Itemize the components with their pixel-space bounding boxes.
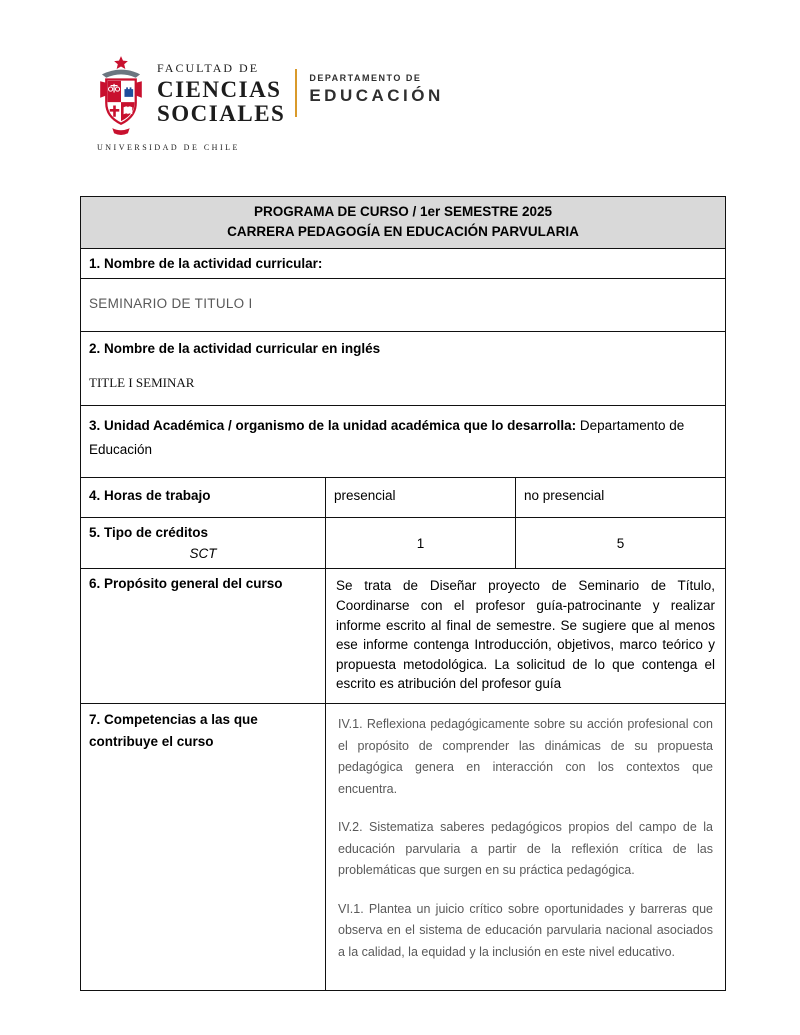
course-name-english-value: TITLE I SEMINAR <box>89 375 195 391</box>
competencies-label: 7. Competencias a las que contribuye el curso <box>81 704 326 991</box>
course-purpose-label: 6. Propósito general del curso <box>81 569 326 704</box>
program-title: PROGRAMA DE CURSO / 1er SEMESTRE 2025 <box>253 204 553 219</box>
competency-paragraph-3: VI.1. Plantea un juicio crítico sobre oportunidades y barreras que observa en el sistema de educación parvularia nacional asociados a la calidad, la equidad y la inclusión en este nivel educativo. <box>338 901 713 959</box>
row-1-label <box>81 248 726 279</box>
faculty-big-line-1: CIENCIAS <box>157 77 282 102</box>
faculty-name <box>157 55 285 126</box>
row-1-value <box>81 279 726 332</box>
university-name: UNIVERSIDAD DE CHILE <box>97 143 240 152</box>
course-purpose-text: Se trata de Diseñar proyecto de Seminario de Título, Coordinarse con el profesor guía-patrocinante y realizar informe escrito al final de semestre. Se sugiere que al menos ese informe contenga Introducción, objetivos, marco teórico y propuesta metodológica. La solicitud de lo que contenga el escrito es atribución del profesor guía <box>326 569 726 704</box>
table-header-row <box>81 197 726 249</box>
credit-no-presencial-value: 5 <box>516 518 726 569</box>
work-hours-label: 4. Horas de trabajo <box>81 478 326 518</box>
department-name <box>309 55 443 106</box>
credit-type-cell <box>81 518 326 569</box>
course-name-value: SEMINARIO DE TITULO I <box>81 279 726 332</box>
row-6 <box>81 569 726 704</box>
row-3 <box>81 406 726 478</box>
logo-divider <box>295 69 297 117</box>
row-5 <box>81 518 726 569</box>
work-hours-no-presencial: no presencial <box>516 478 726 518</box>
credit-presencial-value: 1 <box>326 518 516 569</box>
course-name-label: 1. Nombre de la actividad curricular: <box>81 248 726 279</box>
row-4 <box>81 478 726 518</box>
competency-paragraph-1: IV.1. Reflexiona pedagógicamente sobre su acción profesional con el propósito de comprender las dinámicas de su propuesta pedagógica genera en interacción con los contextos que encuentra. <box>338 717 713 796</box>
credit-type-sublabel: SCT <box>189 545 217 561</box>
university-crest-icon <box>95 55 147 137</box>
work-hours-presencial: presencial <box>326 478 516 518</box>
competency-paragraph-2: IV.2. Sistematiza saberes pedagógicos propios del campo de la educación parvularia a partir de la reflexión crítica de las problemáticas que surgen en su práctica pedagógica. <box>338 820 713 878</box>
academic-unit-value: Departamento de Educación <box>89 418 685 457</box>
course-program-table <box>80 196 726 991</box>
table-header-cell <box>81 197 726 249</box>
academic-unit-label: 3. Unidad Académica / organismo de la unidad académica que lo desarrolla: <box>89 418 577 434</box>
course-name-english-label: 2. Nombre de la actividad curricular en inglés <box>89 340 381 356</box>
row-2 <box>81 331 726 405</box>
row-7 <box>81 704 726 991</box>
career-title: CARRERA PEDAGOGÍA EN EDUCACIÓN PARVULARIA <box>227 224 579 240</box>
department-line-2: EDUCACIÓN <box>309 86 444 105</box>
competencies-text-cell <box>326 704 726 991</box>
academic-unit-cell <box>81 406 726 478</box>
course-name-english-cell <box>81 331 726 405</box>
faculty-big-line-2: SOCIALES <box>157 101 286 127</box>
credit-type-label: 5. Tipo de créditos <box>89 525 209 541</box>
faculty-small-line: FACULTAD DE <box>157 61 260 75</box>
university-logo-block <box>95 55 800 152</box>
department-line-1: DEPARTAMENTO DE <box>309 73 422 83</box>
faculty-logo <box>95 55 285 152</box>
